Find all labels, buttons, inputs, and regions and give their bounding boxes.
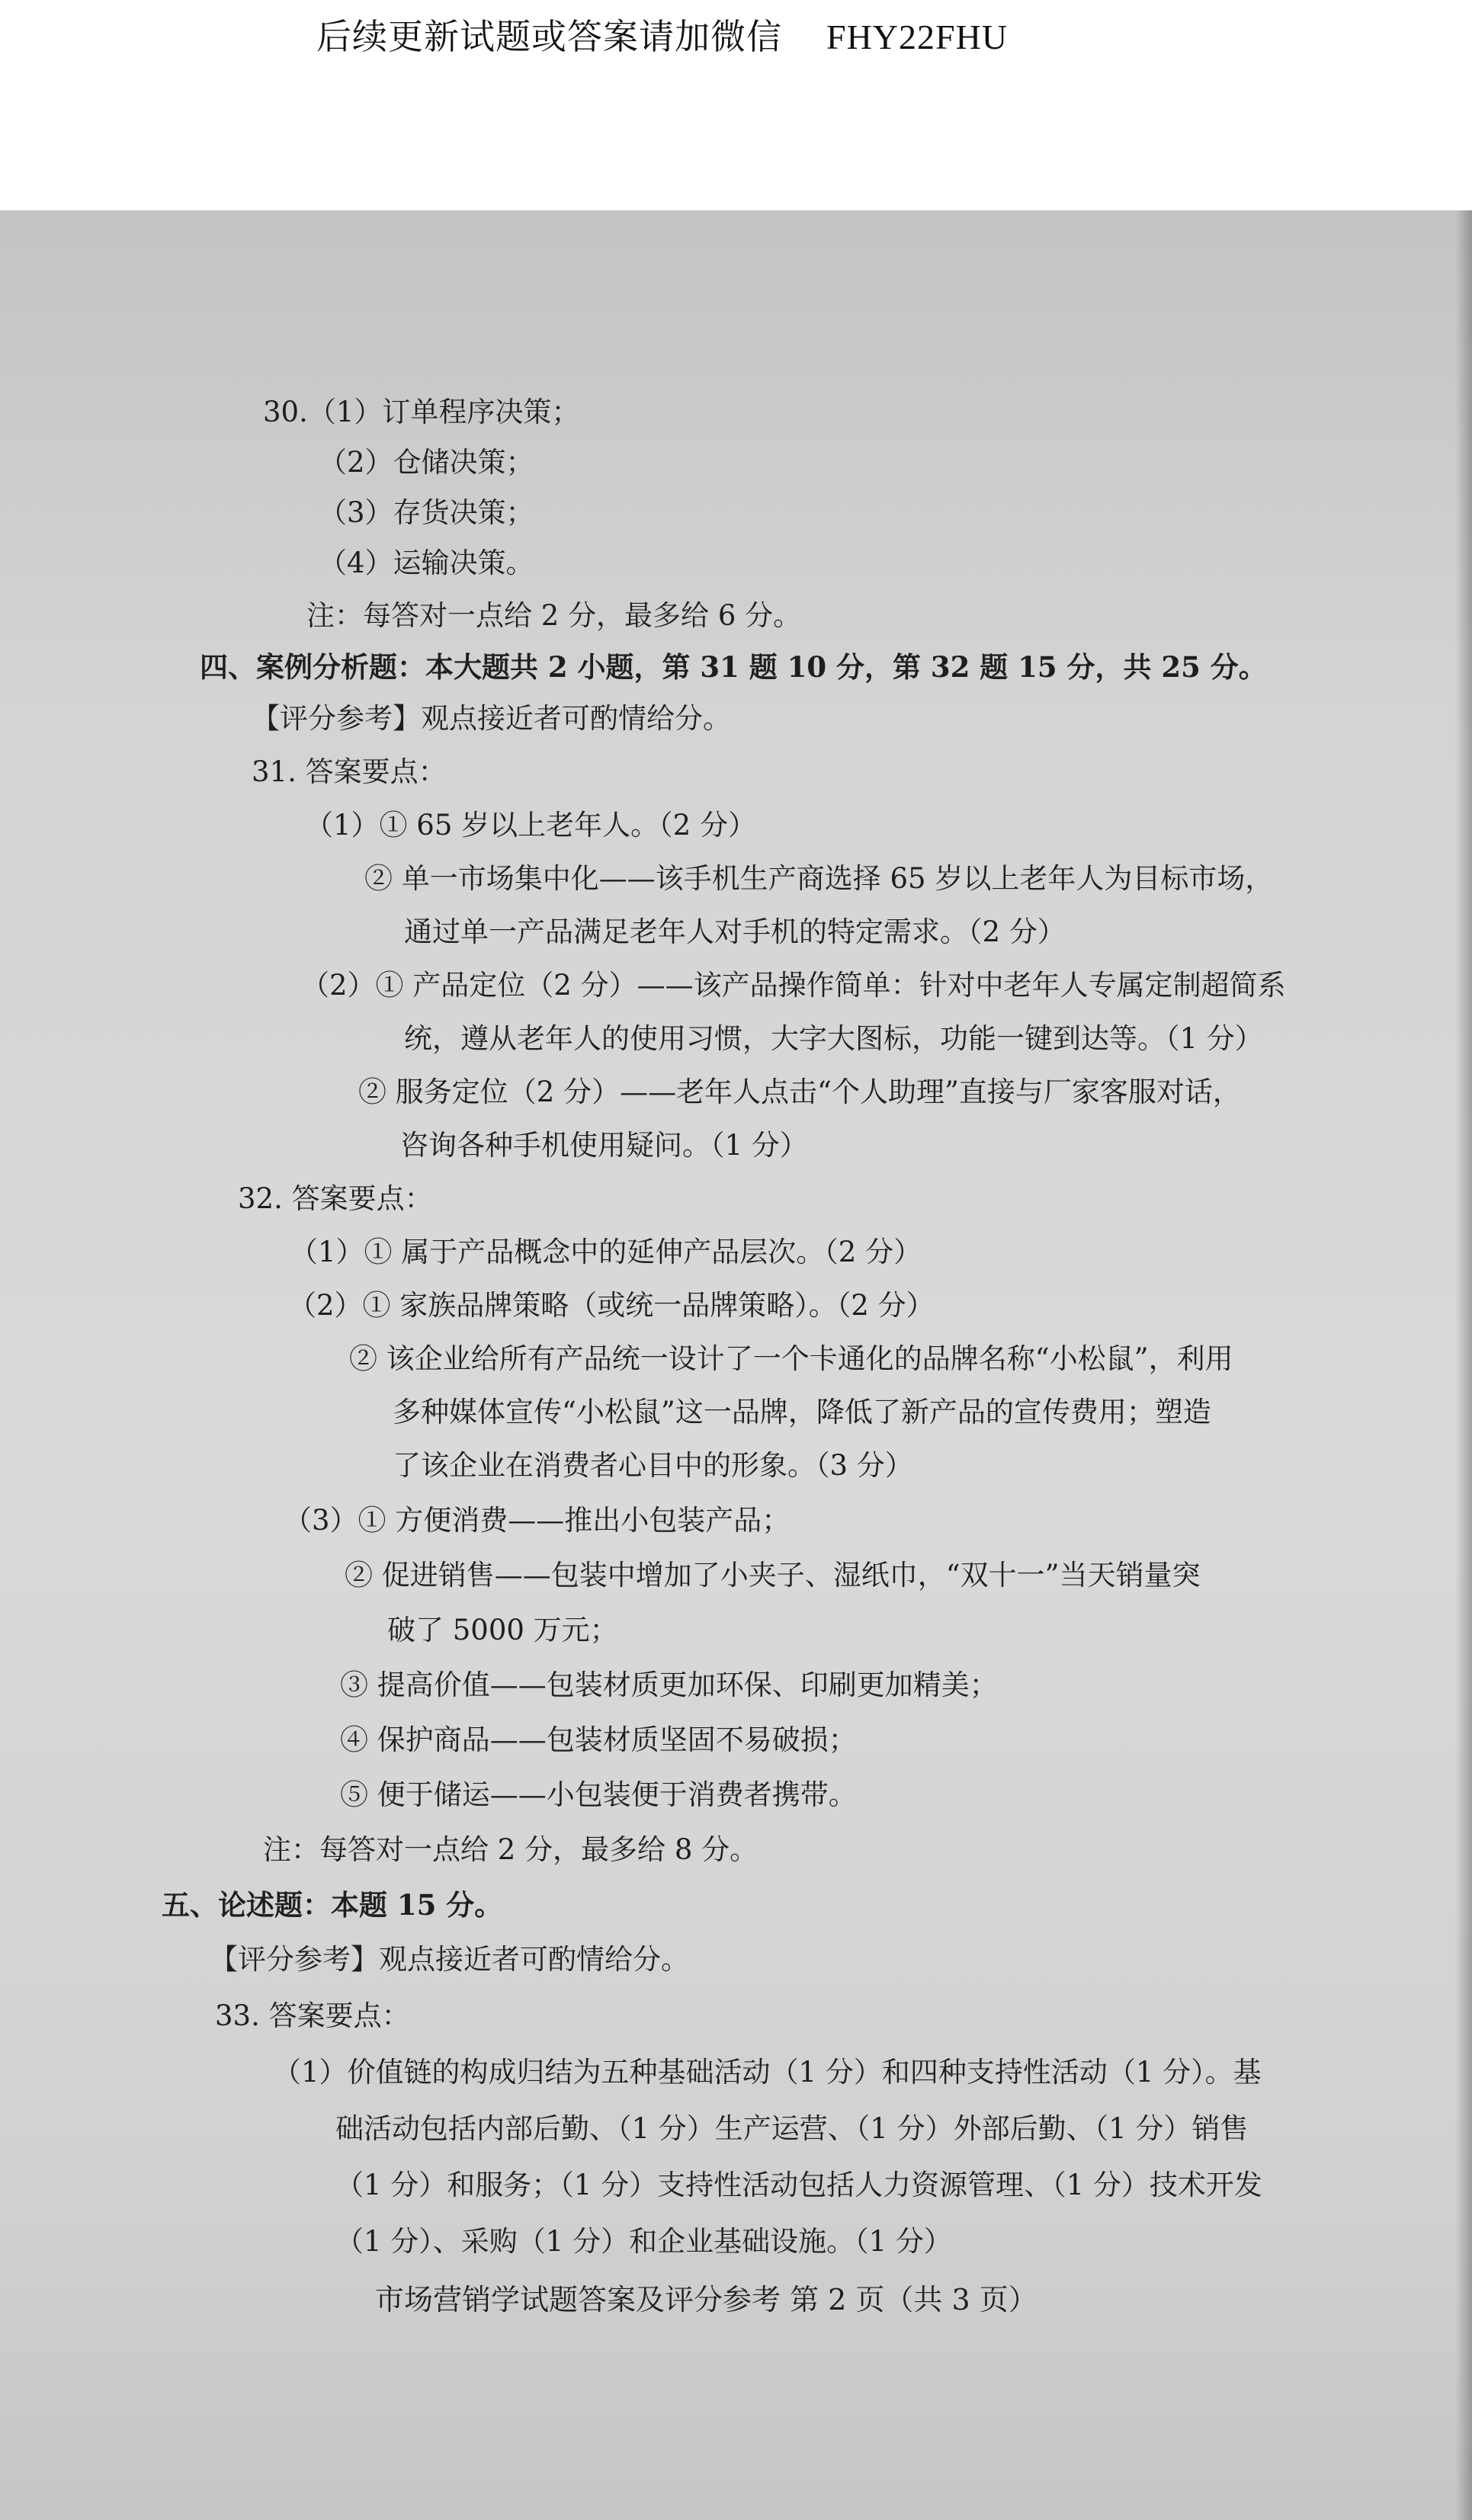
q31-part2-a-cont: 统，遵从老年人的使用习惯，大字大图标，功能一键到达等。（1 分） (404, 1022, 1263, 1055)
q30-item-1: 30.（1）订单程序决策； (263, 396, 580, 428)
q31-part1-b: ② 单一市场集中化——该手机生产商选择 65 岁以上老年人为目标市场， (364, 862, 1274, 895)
q32-part2-b-cont1: 多种媒体宣传“小松鼠”这一品牌，降低了新产品的宣传费用；塑造 (393, 1396, 1211, 1428)
q32-part2-b-cont2: 了该企业在消费者心目中的形象。（3 分） (393, 1449, 913, 1482)
q32-heading: 32. 答案要点： (238, 1182, 433, 1215)
q31-part2-b: ② 服务定位（2 分）——老年人点击“个人助理”直接与厂家客服对话， (358, 1076, 1241, 1108)
q32-part2-a: （2）① 家族品牌策略（或统一品牌策略）。（2 分） (288, 1289, 935, 1322)
answer-sheet-photo (0, 210, 1472, 2520)
section-4-heading: 四、案例分析题：本大题共 2 小题，第 31 题 10 分，第 32 题 15 分，共 25 分。 (200, 650, 1267, 684)
wechat-id: FHY22FHU (826, 18, 1009, 56)
q32-part3-2: ② 促进销售——包装中增加了小夹子、湿纸巾，“双十一”当天销量突 (345, 1559, 1201, 1592)
q32-part3-5: ⑤ 便于储运——小包装便于消费者携带。 (340, 1778, 857, 1811)
section-5-scoring-ref: 【评分参考】观点接近者可酌情给分。 (210, 1943, 689, 1976)
header-notice-text: 后续更新试题或答案请加微信 (316, 16, 782, 57)
q33-part1-cont2: （1 分）和服务；（1 分）支持性活动包括人力资源管理、（1 分）技术开发 (335, 2169, 1262, 2201)
q33-part1-cont1: 础活动包括内部后勤、（1 分）生产运营、（1 分）外部后勤、（1 分）销售 (335, 2112, 1249, 2145)
q31-part1-a: （1）① 65 岁以上老年人。（2 分） (305, 809, 756, 842)
q31-part2-a: （2）① 产品定位（2 分）——该产品操作简单：针对中老年人专属定制超简系 (301, 969, 1286, 1002)
section-4-scoring-ref: 【评分参考】观点接近者可酌情给分。 (252, 702, 731, 735)
q32-part3-1: （3）① 方便消费——推出小包装产品； (284, 1504, 791, 1537)
q33-part1: （1）价值链的构成归结为五种基础活动（1 分）和四种支持性活动（1 分）。基 (273, 2056, 1262, 2089)
q31-part2-b-cont: 咨询各种手机使用疑问。（1 分） (400, 1129, 808, 1162)
q32-note: 注：每答对一点给 2 分，最多给 8 分。 (263, 1833, 758, 1866)
q30-note: 注：每答对一点给 2 分，最多给 6 分。 (306, 599, 802, 632)
q30-item-3: （3）存货决策； (319, 496, 534, 529)
section-5-heading: 五、论述题：本题 15 分。 (162, 1888, 503, 1922)
q30-item-2: （2）仓储决策； (319, 446, 534, 479)
watermark-header (0, 0, 1472, 210)
q32-part3-3: ③ 提高价值——包装材质更加环保、印刷更加精美； (340, 1669, 998, 1701)
q32-part2-b: ② 该企业给所有产品统一设计了一个卡通化的品牌名称“小松鼠”，利用 (349, 1342, 1233, 1375)
q33-heading: 33. 答案要点： (215, 1999, 410, 2032)
header-notice (316, 9, 1008, 59)
q31-part1-b-cont: 通过单一产品满足老年人对手机的特定需求。（2 分） (404, 915, 1066, 948)
q32-part3-2-cont: 破了 5000 万元； (387, 1614, 618, 1646)
q30-item-4: （4）运输决策。 (319, 547, 534, 579)
page-footer: 市场营销学试题答案及评分参考 第 2 页（共 3 页） (375, 2283, 1037, 2316)
q32-part1: （1）① 属于产品概念中的延伸产品层次。（2 分） (290, 1236, 922, 1268)
q31-heading: 31. 答案要点： (252, 755, 447, 788)
q33-part1-cont3: （1 分）、采购（1 分）和企业基础设施。（1 分） (335, 2225, 952, 2258)
q32-part3-4: ④ 保护商品——包装材质坚固不易破损； (340, 1723, 857, 1756)
